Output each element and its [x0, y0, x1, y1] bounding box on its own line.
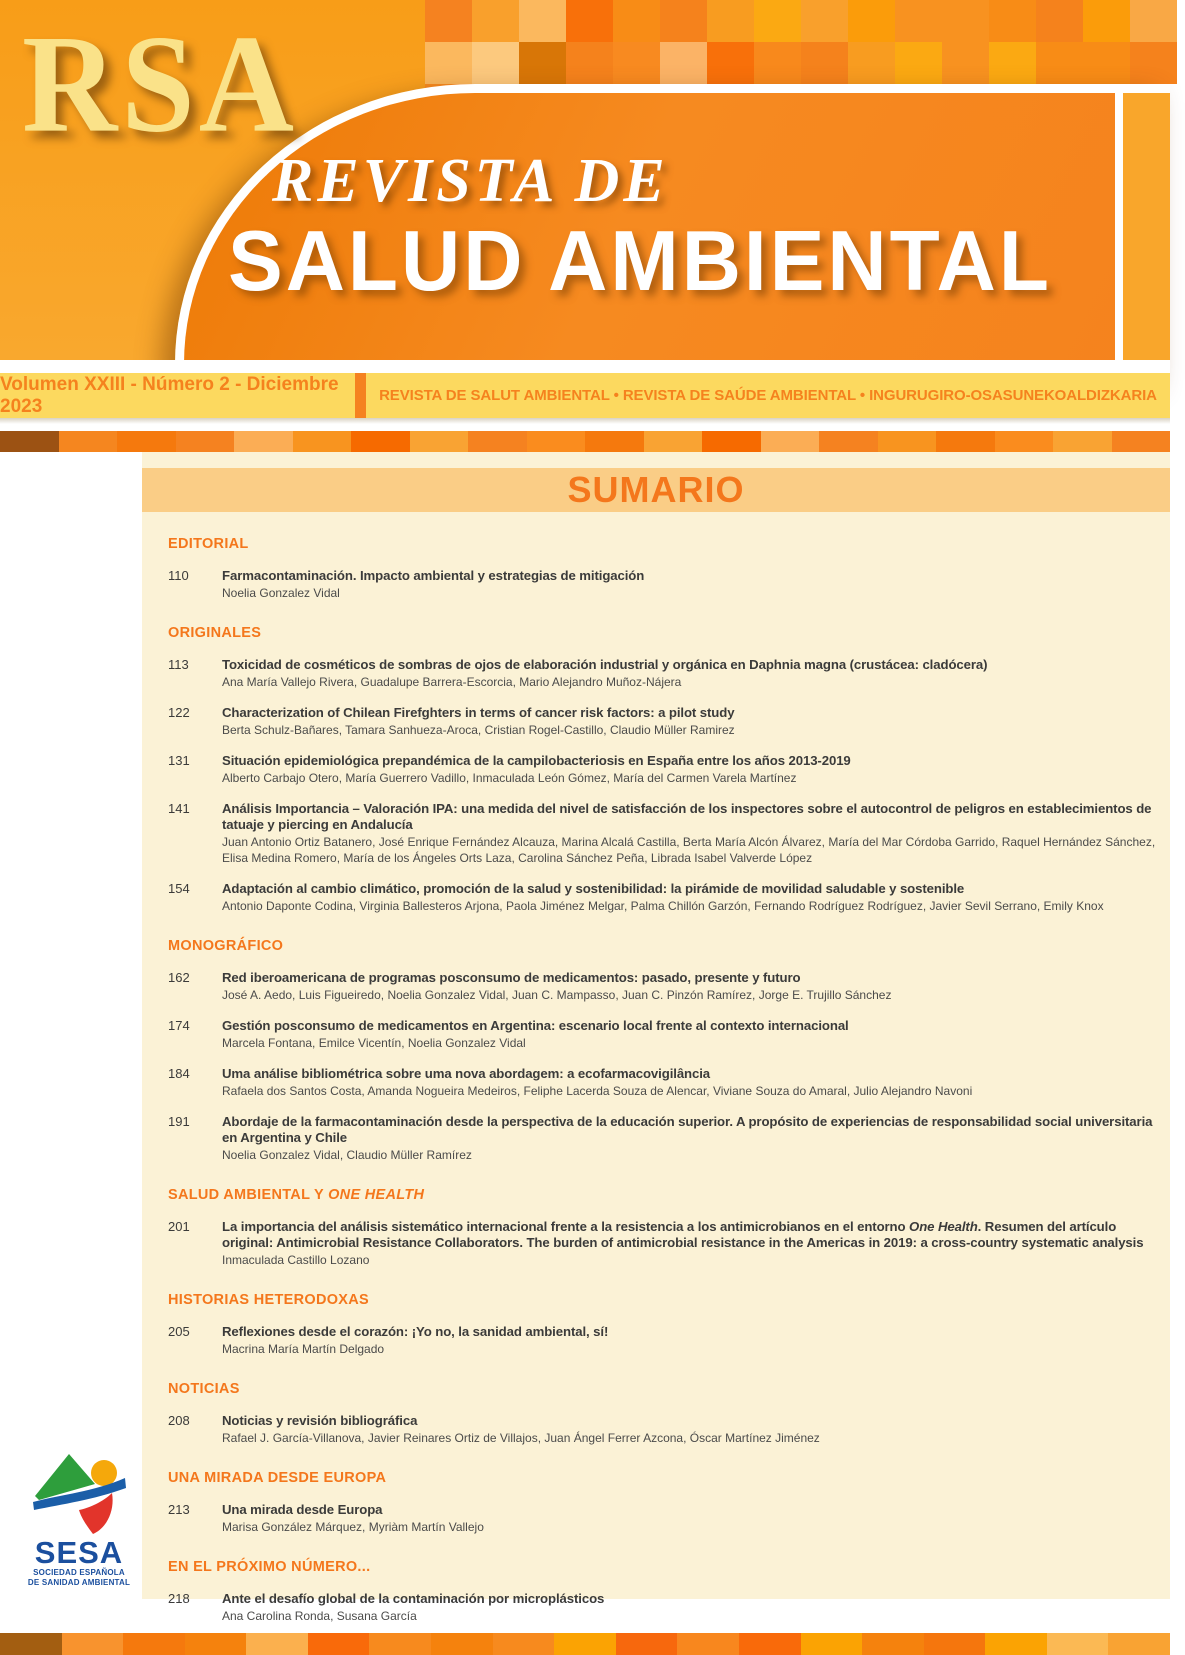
entry-title: Una mirada desde Europa: [222, 1502, 383, 1517]
entry-title: Toxicidad de cosméticos de sombras de ojos de elaboración industrial y orgánica en Daphnia magna (crustácea: cladócera): [222, 657, 988, 672]
section-heading: EDITORIAL: [168, 536, 249, 552]
rsa-logo-text: RSA: [22, 5, 299, 162]
entry-title: Abordaje de la farmacontaminación desde la perspectiva de la educación superior. A propósito de experiencias de responsabilidad social universitaria en Argentina y Chile: [222, 1114, 1153, 1145]
entry-row: [168, 1502, 1156, 1535]
mosaic-cell: [566, 0, 613, 42]
entry-body: [222, 705, 1156, 738]
entry-page-number: 208: [168, 1413, 190, 1428]
mosaic-cell: [739, 1633, 801, 1655]
entry-page-number: 201: [168, 1219, 190, 1234]
entry-authors: Marcela Fontana, Emilce Vicentín, Noelia Gonzalez Vidal: [222, 1036, 526, 1050]
info-bar: [0, 373, 1170, 418]
mosaic-cell: [472, 42, 519, 84]
summary-title: SUMARIO: [567, 469, 745, 510]
mosaic-cell: [369, 1633, 431, 1655]
entry-page-number: 154: [168, 881, 190, 896]
entry-row: [168, 1018, 1156, 1051]
entry-body: [222, 1591, 1156, 1624]
entry-authors: Rafaela dos Santos Costa, Amanda Nogueira Medeiros, Feliphe Lacerda Souza de Alencar, Viviane Souza do Amaral, Julio Alejandro Navoni: [222, 1084, 973, 1098]
mosaic-cell: [848, 42, 895, 84]
mosaic-cell: [566, 42, 613, 84]
section-heading: SALUD AMBIENTAL Y ONE HEALTH: [168, 1187, 425, 1203]
mosaic-cell: [123, 1633, 185, 1655]
entry-body: [222, 753, 1156, 786]
entry-authors: Juan Antonio Ortiz Batanero, José Enrique Fernández Alcauza, Marina Alcalá Castilla, Berta María Alcón Álvarez, María del Mar Córdoba Garrido, Raquel Hernández Sánchez, Elisa Medina Romero, María de los Ángeles Orts Laza, Carolina Sánchez Peña, Librada Isabel Valverde López: [222, 835, 1156, 865]
entry-body: [222, 970, 1156, 1003]
entry-authors: José A. Aedo, Luis Figueiredo, Noelia Gonzalez Vidal, Juan C. Mampasso, Juan C. Pinzón Ramírez, Jorge E. Trujillo Sánchez: [222, 988, 892, 1002]
header-right-margin: [1115, 93, 1170, 360]
mosaic-cell: [585, 431, 644, 452]
mosaic-cell: [660, 0, 707, 42]
footer-mosaic-strip: [0, 1633, 1170, 1655]
mosaic-cell: [176, 431, 235, 452]
mosaic-cell: [185, 1633, 247, 1655]
mosaic-cell: [1112, 431, 1171, 452]
sesa-logo-graphic: [31, 1450, 127, 1538]
mosaic-cell: [1108, 1633, 1170, 1655]
entry-authors: Inmaculada Castillo Lozano: [222, 1253, 370, 1267]
mosaic-cell: [62, 1633, 124, 1655]
mosaic-cell: [1036, 0, 1083, 42]
mosaic-cell: [848, 0, 895, 42]
mosaic-cell: [425, 0, 472, 42]
mosaic-cell: [246, 1633, 308, 1655]
mosaic-cell: [707, 0, 754, 42]
mosaic-cell: [117, 431, 176, 452]
entry-authors: Berta Schulz-Bañares, Tamara Sanhueza-Aroca, Cristian Rogel-Castillo, Claudio Müller Ramirez: [222, 723, 735, 737]
entry-body: [222, 1018, 1156, 1051]
sun-icon: [91, 1460, 117, 1486]
entry-authors: Marisa González Márquez, Myriàm Martín Vallejo: [222, 1520, 484, 1534]
entry-body: [222, 568, 1156, 601]
mid-mosaic-strip: [0, 431, 1170, 452]
mosaic-cell: [754, 0, 801, 42]
entry-title: Red iberoamericana de programas posconsumo de medicamentos: pasado, presente y futuro: [222, 970, 801, 985]
entry-body: [222, 1219, 1156, 1268]
mosaic-cell: [1053, 431, 1112, 452]
section-heading: MONOGRÁFICO: [168, 938, 284, 954]
entry-body: [222, 881, 1156, 914]
mosaic-cell: [895, 42, 942, 84]
mosaic-cell: [942, 0, 989, 42]
summary-panel: [142, 452, 1170, 1623]
section-heading: EN EL PRÓXIMO NÚMERO...: [168, 1559, 371, 1575]
mosaic-cell: [613, 42, 660, 84]
entry-row: [168, 1219, 1156, 1268]
entry-page-number: 110: [168, 568, 189, 583]
mosaic-cell: [1083, 0, 1130, 42]
entry-body: [222, 657, 1156, 690]
mosaic-cell: [0, 431, 59, 452]
summary-title-band: [142, 468, 1170, 512]
entry-authors: Rafael J. García-Villanova, Javier Reinares Ortiz de Villajos, Juan Ángel Ferrer Azcona, Óscar Martínez Jiménez: [222, 1431, 820, 1445]
entry-row: [168, 1324, 1156, 1357]
mosaic-cell: [801, 42, 848, 84]
mosaic-cell: [234, 431, 293, 452]
sesa-acronym: SESA: [34, 1535, 124, 1570]
mosaic-cell: [1083, 42, 1130, 84]
sesa-subtitle-line1: SOCIEDAD ESPAÑOLA: [33, 1568, 125, 1577]
entry-row: [168, 970, 1156, 1003]
mosaic-cell: [702, 431, 761, 452]
entry-authors: Alberto Carbajo Otero, María Guerrero Vadillo, Inmaculada León Gómez, María del Carmen Varela Martínez: [222, 771, 797, 785]
entry-body: [222, 801, 1156, 866]
entry-title: Noticias y revisión bibliográfica: [222, 1413, 418, 1428]
sesa-subtitle-line2: DE SANIDAD AMBIENTAL: [27, 1577, 131, 1587]
mosaic-cell: [1036, 42, 1083, 84]
entry-page-number: 162: [168, 970, 190, 985]
mosaic-cell: [472, 0, 519, 42]
section-heading: NOTICIAS: [168, 1381, 240, 1397]
mosaic-cell: [410, 431, 469, 452]
entry-page-number: 184: [168, 1066, 190, 1081]
mosaic-cell: [308, 1633, 370, 1655]
mosaic-cell: [493, 1633, 555, 1655]
mosaic-cell: [1047, 1633, 1109, 1655]
mosaic-cell: [660, 42, 707, 84]
mosaic-cell: [995, 431, 1054, 452]
edition-names-label: REVISTA DE SALUT AMBIENTAL • REVISTA DE SAÚDE AMBIENTAL • INGURUGIRO-OSASUNEKOALDIZKARIA: [379, 387, 1157, 404]
entry-row: [168, 1066, 1156, 1099]
sesa-logo: [25, 1450, 133, 1587]
mosaic-cell: [895, 0, 942, 42]
volume-label: Volumen XXIII - Número 2 - Diciembre 2023: [0, 373, 339, 417]
mosaic-cell: [878, 431, 937, 452]
entry-row: [168, 705, 1156, 738]
entry-title: Characterization of Chilean Firefghters in terms of cancer risk factors: a pilot study: [222, 705, 735, 720]
entry-title: Uma análise bibliométrica sobre uma nova abordagem: a ecofarmacovigilância: [222, 1066, 711, 1081]
mosaic-cell: [707, 42, 754, 84]
entry-row: [168, 1591, 1156, 1624]
mosaic-cell: [801, 0, 848, 42]
entry-title: Adaptación al cambio climático, promoción de la salud y sostenibilidad: la pirámide de movilidad saludable y sostenible: [222, 881, 965, 896]
mosaic-cell: [59, 431, 118, 452]
section-heading: UNA MIRADA DESDE EUROPA: [168, 1470, 387, 1486]
entry-title: La importancia del análisis sistemático internacional frente a la resistencia a los antimicrobianos en el entorno One Health. Resumen del artículo original: Antimicrobial Resistance Collaborators. The burden of antimicrobial resistance in the Americas in 2019: a cross-country systematic analysis: [222, 1219, 1144, 1250]
entry-page-number: 122: [168, 705, 190, 720]
entry-page-number: 205: [168, 1324, 190, 1339]
summary-sections: [142, 536, 1170, 1624]
mosaic-cell: [519, 0, 566, 42]
entry-page-number: 131: [168, 753, 190, 768]
mosaic-cell: [989, 42, 1036, 84]
entry-page-number: 141: [168, 801, 190, 816]
journal-title-line2: SALUD AMBIENTAL: [228, 214, 1052, 309]
entry-row: [168, 1413, 1156, 1446]
entry-authors: Noelia Gonzalez Vidal: [222, 586, 340, 600]
mosaic-cell: [924, 1633, 986, 1655]
mosaic-cell: [754, 42, 801, 84]
entry-row: [168, 568, 1156, 601]
mosaic-cell: [554, 1633, 616, 1655]
mosaic-cell: [677, 1633, 739, 1655]
entry-authors: Antonio Daponte Codina, Virginia Ballesteros Arjona, Paola Jiménez Melgar, Palma Chillón Garzón, Fernando Rodríguez Rodríguez, Javier Sevil Serrano, Emily Knox: [222, 899, 1104, 913]
entry-authors: Macrina María Martín Delgado: [222, 1342, 385, 1356]
entry-page-number: 218: [168, 1591, 190, 1606]
entry-page-number: 191: [168, 1114, 190, 1129]
entry-page-number: 113: [168, 657, 189, 672]
mosaic-cell: [1130, 42, 1177, 84]
entry-title: Gestión posconsumo de medicamentos en Argentina: escenario local frente al contexto internacional: [222, 1018, 849, 1033]
mosaic-cell: [936, 431, 995, 452]
mosaic-cell: [527, 431, 586, 452]
section-heading: HISTORIAS HETERODOXAS: [168, 1292, 370, 1308]
mosaic-cell: [942, 42, 989, 84]
entry-title: Ante el desafío global de la contaminación por microplásticos: [222, 1591, 605, 1606]
mosaic-cell: [862, 1633, 924, 1655]
entry-row: [168, 657, 1156, 690]
header: [0, 0, 1170, 360]
mosaic-cell: [989, 0, 1036, 42]
entry-title: Análisis Importancia – Valoración IPA: una medida del nivel de satisfacción de los inspectores sobre el autocontrol de peligros en establecimientos de tatuaje y piercing en Andalucía: [222, 801, 1152, 832]
mosaic-cell: [425, 42, 472, 84]
mosaic-cell: [519, 42, 566, 84]
entry-body: [222, 1114, 1156, 1163]
entry-row: [168, 1114, 1156, 1163]
entry-body: [222, 1324, 1156, 1357]
entry-title: Reflexiones desde el corazón: ¡Yo no, la sanidad ambiental, sí!: [222, 1324, 609, 1339]
entry-row: [168, 753, 1156, 786]
header-mosaic: [425, 0, 1185, 84]
entry-page-number: 213: [168, 1502, 190, 1517]
info-bar-shadow: [0, 418, 1170, 424]
header-separator-band: [0, 360, 1170, 373]
mosaic-cell: [819, 431, 878, 452]
entry-authors: Noelia Gonzalez Vidal, Claudio Müller Ramírez: [222, 1148, 472, 1162]
entry-authors: Ana María Vallejo Rivera, Guadalupe Barrera-Escorcia, Mario Alejandro Muñoz-Nájera: [222, 675, 682, 689]
mosaic-cell: [293, 431, 352, 452]
mosaic-cell: [761, 431, 820, 452]
mosaic-cell: [613, 0, 660, 42]
entry-row: [168, 881, 1156, 914]
entry-body: [222, 1413, 1156, 1446]
entry-authors: Ana Carolina Ronda, Susana García: [222, 1609, 417, 1623]
mosaic-cell: [644, 431, 703, 452]
entry-title: Farmacontaminación. Impacto ambiental y estrategias de mitigación: [222, 568, 645, 583]
mosaic-cell: [985, 1633, 1047, 1655]
entry-body: [222, 1066, 1156, 1099]
section-heading: ORIGINALES: [168, 625, 262, 641]
mosaic-cell: [431, 1633, 493, 1655]
mosaic-cell: [616, 1633, 678, 1655]
entry-row: [168, 801, 1156, 866]
mosaic-cell: [801, 1633, 863, 1655]
journal-title-line1: REVISTA DE: [272, 147, 669, 215]
entry-page-number: 174: [168, 1018, 190, 1033]
mosaic-cell: [0, 1633, 62, 1655]
mosaic-cell: [1130, 0, 1177, 42]
info-divider: [355, 373, 366, 418]
entry-title: Situación epidemiológica prepandémica de la campilobacteriosis en España entre los años 2013-2019: [222, 753, 851, 768]
mosaic-cell: [468, 431, 527, 452]
entry-body: [222, 1502, 1156, 1535]
mosaic-cell: [351, 431, 410, 452]
